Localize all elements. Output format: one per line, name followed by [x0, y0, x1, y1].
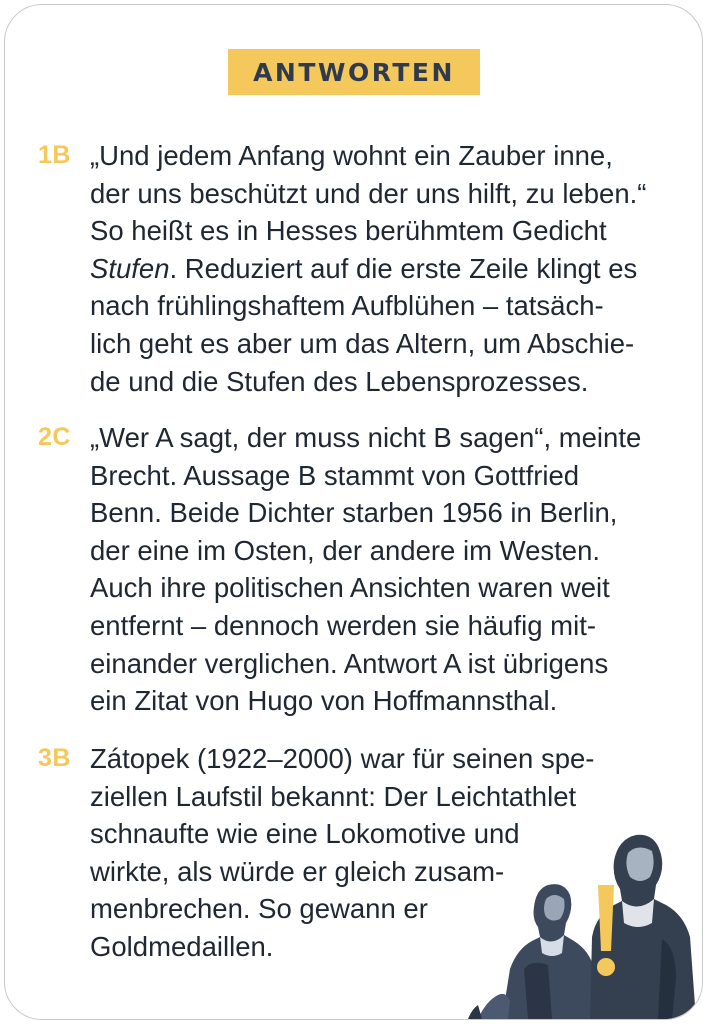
text-line: der eine im Osten, der andere im Westen. — [90, 534, 601, 566]
answer-text — [90, 137, 680, 400]
text-line: de und die Stufen des Lebensprozesses. — [90, 365, 589, 397]
answer-label: 2C — [38, 423, 71, 451]
answer-text — [90, 419, 680, 720]
left-statue-figure — [468, 884, 600, 1019]
answer-label: 1B — [38, 141, 71, 169]
text-line: menbrechen. So gewann er — [90, 893, 428, 925]
text-line: einander verglichen. Antwort A ist übrigens — [90, 647, 609, 679]
section-title: ANTWORTEN — [253, 57, 455, 87]
text-line: schnaufte wie eine Lokomotive und — [90, 818, 520, 850]
text-line: ziellen Laufstil bekannt: Der Leichtathlet — [90, 780, 577, 812]
answer-label: 3B — [38, 744, 71, 772]
text-line: lich geht es aber um das Altern, um Abschie- — [90, 327, 635, 359]
poem-title: Stufen — [90, 252, 170, 284]
text-line: wirkte, als würde er gleich zusam- — [90, 855, 505, 887]
text-line: Goldmedaillen. — [90, 930, 274, 962]
text-line: ein Zitat von Hugo von Hoffmannsthal. — [90, 685, 558, 717]
text-line: Auch ihre politischen Ansichten waren weit — [90, 572, 610, 604]
answer-card — [4, 4, 703, 1020]
text-line: Zátopek (1922–2000) war für seinen spe- — [90, 743, 595, 774]
text-line: Brecht. Aussage B stammt von Gottfried — [90, 459, 580, 491]
text-line: nach frühlingshaftem Aufblühen – tatsäch- — [90, 290, 604, 322]
text-line: So heißt es in Hesses berühmtem Gedicht — [90, 215, 607, 247]
statue-illustration — [462, 819, 702, 1019]
text-line: Benn. Beide Dichter starben 1956 in Berlin, — [90, 497, 618, 529]
text-line: „Und jedem Anfang wohnt ein Zauber inne, — [90, 140, 613, 171]
section-header-badge — [228, 49, 480, 95]
text-line: „Wer A sagt, der muss nicht B sagen“, meinte — [90, 422, 642, 453]
text-line: . Reduziert auf die erste Zeile klingt es — [169, 252, 638, 284]
text-line: der uns beschützt und der uns hilft, zu leben.“ — [90, 177, 647, 209]
text-line: entfernt – dennoch werden sie häufig mit- — [90, 609, 596, 641]
